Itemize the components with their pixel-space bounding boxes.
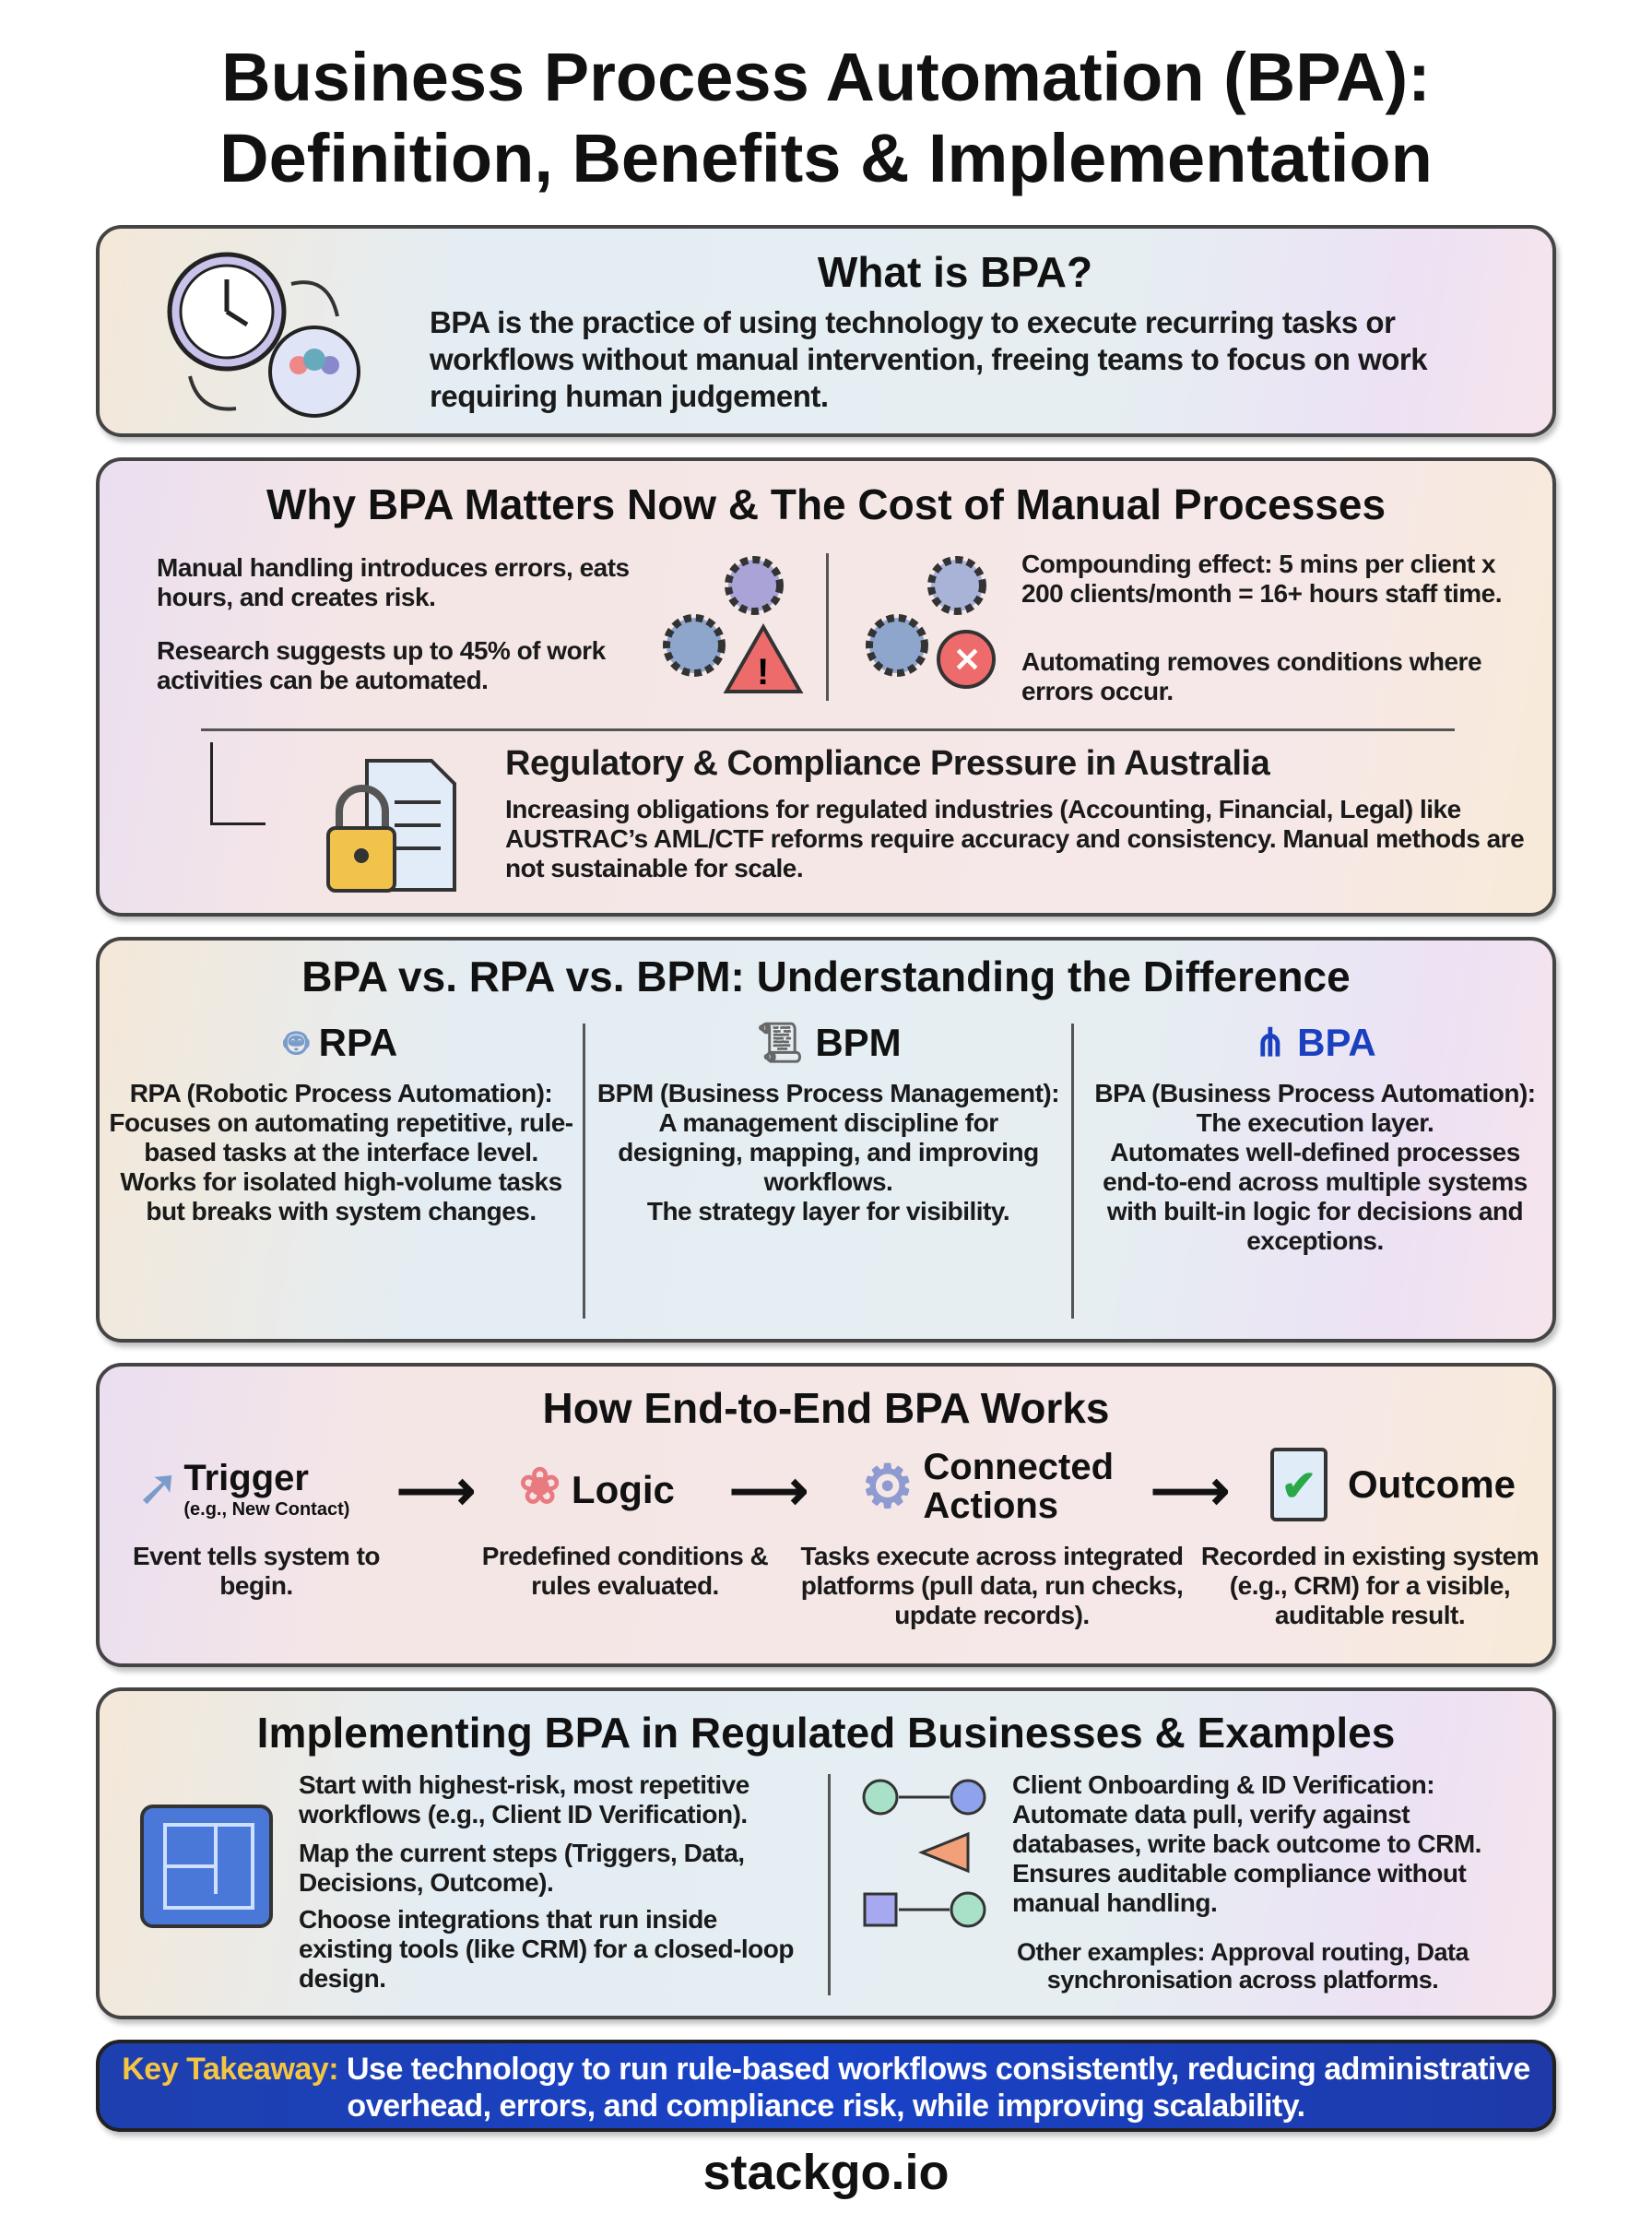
bpm-desc-2: The strategy layer for visibility. [646, 1197, 1010, 1225]
bpa-desc-1: The execution layer. [1196, 1108, 1434, 1137]
bpa-label: BPA [1297, 1021, 1376, 1064]
key-takeaway-banner [96, 2040, 1556, 2132]
takeaway-line [118, 2051, 1534, 2124]
title-line-2: Definition, Benefits & Implementation [219, 120, 1433, 196]
gear-error-icon [856, 544, 1012, 701]
arrow-icon: ⟶ [396, 1460, 477, 1521]
why-heading: Why BPA Matters Now & The Cost of Manual Processes [266, 480, 1386, 528]
trigger-label: Trigger [183, 1458, 309, 1498]
comparison-heading: BPA vs. RPA vs. BPM: Understanding the Difference [301, 953, 1351, 1000]
how-it-works-section [96, 1363, 1556, 1667]
bpa-lead: BPA (Business Process Automation): [1094, 1079, 1536, 1107]
robot-icon: 🤖︎ [284, 1021, 308, 1064]
takeaway-text: Use technology to run rule-based workflows consistently, reducing administrative overhead, errors, and compliance risk, while improving scalability. [338, 2052, 1530, 2124]
workflow-nodes-icon: ⋔ [1254, 1021, 1287, 1064]
what-body: BPA is the practice of using technology to execute recurring tasks or workflows without manual intervention, freeing teams to focus on work requiring human judgement. [430, 305, 1428, 413]
step-actions [861, 1447, 1115, 1526]
implementation-section [96, 1687, 1556, 2019]
workflow-diagram-icon [857, 1774, 996, 1931]
bpm-label: BPM [815, 1021, 902, 1064]
why-right-1: Compounding effect: 5 mins per client x 200 clients/month = 16+ hours staff time. [1021, 550, 1503, 608]
actions-label: Connected Actions [923, 1447, 1115, 1526]
impl-step-2: Map the current steps (Triggers, Data, Decisions, Outcome). [299, 1839, 745, 1897]
bpm-desc-1: A management discipline for designing, mapping, and improving workflows. [618, 1108, 1039, 1196]
takeaway-label: Key Takeaway: [122, 2052, 339, 2087]
svg-text:✕: ✕ [953, 641, 982, 679]
blueprint-icon [133, 1793, 280, 1940]
rpa-desc-2: Works for isolated high-volume tasks but breaks with system changes. [120, 1167, 562, 1225]
impl-heading: Implementing BPA in Regulated Businesses & Examples [256, 1709, 1396, 1757]
impl-step-3: Choose integrations that run inside existing tools (like CRM) for a closed-loop design. [299, 1905, 794, 1993]
rpa-lead: RPA (Robotic Process Automation): [129, 1079, 553, 1107]
why-right-2: Automating removes conditions where errors occur. [1021, 647, 1482, 705]
impl-step-1: Start with highest-risk, most repetitive workflows (e.g., Client ID Verification). [299, 1770, 749, 1828]
arrow-icon [210, 742, 266, 825]
step-logic [519, 1459, 675, 1518]
trigger-desc: Event tells system to begin. [132, 1542, 381, 1600]
outcome-desc: Recorded in existing system (e.g., CRM) for a visible, auditable result. [1200, 1542, 1540, 1629]
regulatory-heading: Regulatory & Compliance Pressure in Australia [505, 744, 1270, 783]
what-heading: What is BPA? [817, 248, 1093, 296]
step-outcome [1270, 1448, 1516, 1521]
footer-brand: stackgo.io [702, 2145, 950, 2200]
actions-desc: Tasks execute across integrated platforms (pull data, run checks, update records). [800, 1542, 1184, 1629]
logic-desc: Predefined conditions & rules evaluated. [481, 1542, 769, 1600]
svg-text:!: ! [757, 652, 770, 692]
why-bpa-section [96, 457, 1556, 917]
brain-icon: ❀ [519, 1459, 561, 1514]
impl-example: Client Onboarding & ID Verification: Automate data pull, verify against databases, write back outcome to CRM. Ensures auditable compliance without manual handling. [1012, 1770, 1481, 1917]
why-left-1: Manual handling introduces errors, eats hours, and creates risk. [157, 553, 630, 611]
blueprint-scroll-icon: 📜︎ [755, 1021, 805, 1064]
arrow-icon: ⟶ [729, 1460, 809, 1521]
step-trigger [136, 1457, 404, 1521]
arrow-icon: ⟶ [1150, 1460, 1231, 1521]
bpm-column [585, 1020, 1071, 1226]
regulatory-body: Increasing obligations for regulated industries (Accounting, Financial, Legal) like AUSTRAC’s AML/CTF reforms require accuracy and consistency. Manual methods are not sustainable for scale. [505, 795, 1525, 882]
impl-other-examples: Other examples: Approval routing, Data synchronisation across platforms. [1016, 1938, 1469, 1994]
bpa-column [1074, 1020, 1556, 1256]
page-title [0, 37, 1652, 199]
logic-label: Logic [571, 1468, 675, 1511]
comparison-section [96, 937, 1556, 1343]
what-is-bpa-section [96, 225, 1556, 437]
gear-warning-icon [653, 544, 809, 701]
lock-document-icon [321, 756, 468, 894]
trigger-sub: (e.g., New Contact) [183, 1499, 350, 1520]
how-heading: How End-to-End BPA Works [542, 1384, 1110, 1432]
bpm-lead: BPM (Business Process Management): [596, 1079, 1060, 1107]
why-left-2: Research suggests up to 45% of work activities can be automated. [157, 636, 606, 694]
title-line-1: Business Process Automation (BPA): [221, 39, 1431, 115]
gear-cycle-icon: ⚙ [861, 1452, 914, 1520]
rpa-column [100, 1020, 583, 1226]
outcome-label: Outcome [1348, 1462, 1516, 1506]
bpa-desc-2: Automates well-defined processes end-to-end across multiple systems with built-in logic for decisions and exceptions. [1103, 1138, 1528, 1255]
checked-document-icon: ✔ [1270, 1448, 1328, 1521]
rpa-label: RPA [318, 1021, 398, 1064]
cursor-click-icon: ➚ [136, 1458, 180, 1516]
rpa-desc-1: Focuses on automating repetitive, rule-based tasks at the interface level. [109, 1108, 573, 1166]
